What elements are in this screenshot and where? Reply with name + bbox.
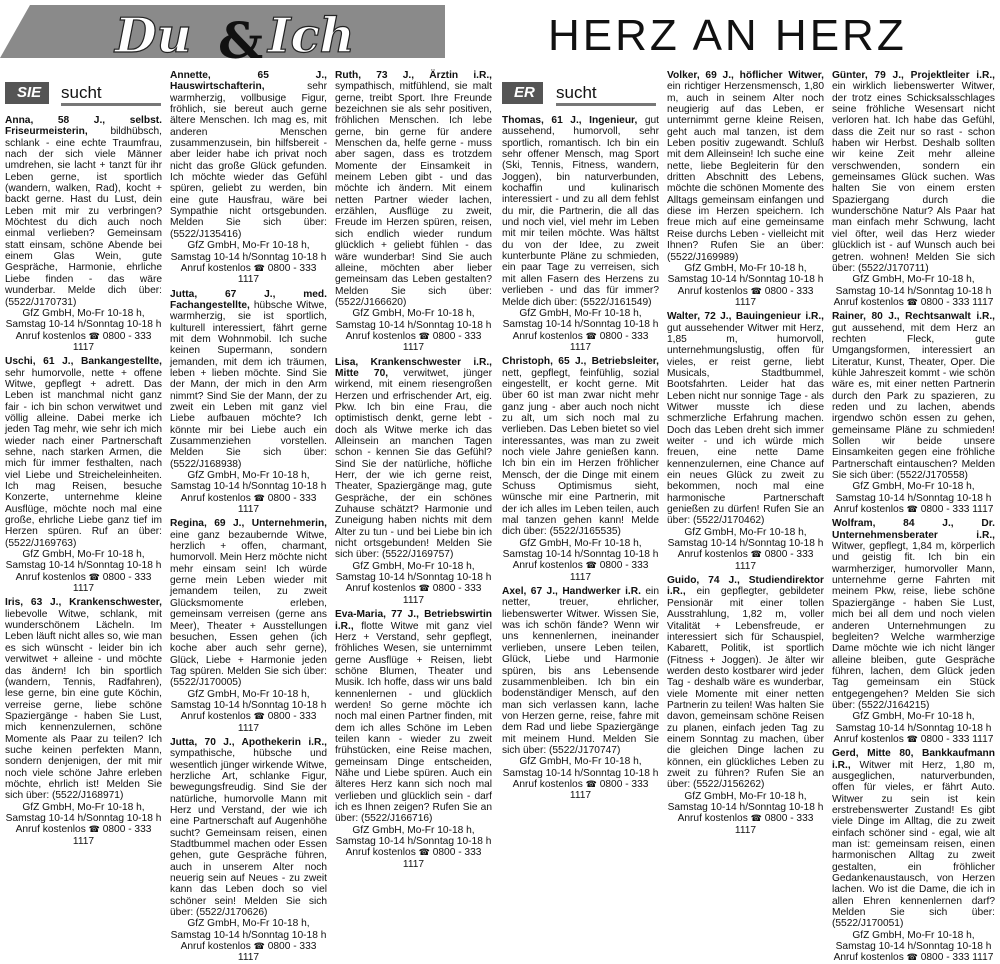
contact-hours: Samstag 10-14 h/Sonntag 10-18 h (170, 251, 327, 263)
contact-hours: Samstag 10-14 h/Sonntag 10-18 h (835, 941, 992, 953)
listing-text: bildhübsch, schlank - eine echte Traumfrau, nach der sich viele Männer umdrehen, sie lacht + tanzt für ihr Leben gerne, ist sportlich (wandern, walken, Rad), kocht + backt gerne. Hast du Lust, dein Leben mit mir zu verbringen? Möchtest du dich auch noch einmal verlieben? Gemeinsam statt einsam, schöne Abende bei einem Glas Wein, gute Gespräche, Harmonie, ehrliche Liebe finden - das wäre wunderbar. Melde dich über: (5522/J170731) (5, 126, 162, 308)
listing-contact (832, 481, 995, 515)
telephone-icon: ☎ (88, 330, 100, 341)
listing (170, 518, 327, 734)
contact-anruf: Anruf kostenlos (15, 571, 86, 583)
listing-contact (667, 527, 824, 572)
contact-company: GfZ GmbH, Mo-Fr 10-18 h, (852, 481, 975, 493)
telephone-icon: ☎ (906, 296, 918, 307)
listing-text: sehr humorvolle, nette + offene Witwe, gepflegt + adrett. Das Leben ist manchmal nicht ganz fair - ich bin schon verwitwet und völlig alleine. Dabei merke ich jeden Tag mehr, wie sehr ich mich wieder nach einer Partnerschaft sehne, nach starken Armen, die mich für immer festhalten, nach viel Liebe und Streicheleinheiten. Ich mag Reisen, besuche Konzerte, unternehme kleine Ausflüge, möchte noch mal eine große, ehrliche Liebe ganz tief im Herzen spüren. Ruf an über: (5522/J169763) (5, 367, 162, 549)
section-word-sie: sucht (61, 83, 102, 102)
section-header-er (502, 82, 662, 106)
contact-company: GfZ GmbH, Mo-Fr 10-18 h, (684, 790, 807, 802)
logo-ampersand: & (218, 11, 264, 70)
listing-headline: Axel, 67 J., Handwerker i.R. (502, 586, 641, 598)
contact-phone: 0800 - 333 1117 (920, 504, 994, 516)
listing-text: Witwer mit Herz, 1,80 m, ausgeglichen, naturverbunden, offen für vieles, er fährt Auto. Witwer zu sein ist kein erstrebenswerter Zustand! Es gibt viele Dinge im Alltag, die zu zweit einfach schöner sind - egal, wie alt man ist: gemeinsam reisen, einen harmonischen Alltag zu zweit gestalten, ein fröhlicher Gedankenaustausch, von Herzen lachen. Wo ist die Dame, die ich in allen Ehren kennenlernen darf? Melden Sie sich über: (5522/J170051) (832, 759, 995, 930)
contact-company: GfZ GmbH, Mo-Fr 10-18 h, (852, 274, 975, 286)
listing (170, 289, 327, 516)
listing-headline: Walter, 72 J., Bauingenieur i.R., (667, 311, 824, 323)
contact-phone: 0800 - 333 1117 (72, 571, 152, 595)
listing-contact (832, 711, 995, 745)
contact-anruf: Anruf kostenlos (512, 778, 583, 790)
listing-text: ein netter, treuer, ehrlicher, liebenswerter Witwer. Wissen Sie, was ich schön fände? Wenn wir uns kennenlernen, ineinander verlieben, unsere Leben teilen, Glück, Liebe und Harmonie spüren, bis ans Lebensende zusammenbleiben. Ich bin ein bodenständiger Mensch, auf den man sich verlassen kann, lache von Herzen gerne, reise, fahre mit dem Rad und liebe Spaziergänge mit meinem Hund. Melden Sie sich über: (5522/J170747) (502, 586, 659, 756)
contact-company: GfZ GmbH, Mo-Fr 10-18 h, (852, 929, 975, 941)
listing-text: flotte Witwe mit ganz viel Herz + Verstand, sehr gepflegt, fröhliches Wesen, sie unternimmt gerne Ausflüge + Reisen, liebt schöne Blumen, Theater und Musik. Ich hoffe, dass wir uns bald kennenlernen - und glücklich werden! So gerne möchte ich noch mal einen Partner finden, mit dem ich alles Schöne im Leben teilen kann - wieder zu zweit frühstücken, eine Reise machen, gemeinsam Dinge entscheiden, Nähe und Liebe spüren. Auch ein älteres Herz kann sich noch mal verlieben und glücklich sein - darf ich es Ihnen zeigen? Rufen Sie an über: (5522/J166716) (335, 620, 492, 825)
listing-headline: Annette, 65 J., Hauswirtschafterin, (170, 70, 327, 93)
listing-text: nett, gepflegt, feinfühlig, sozial eingestellt, er kocht gerne. Mit über 60 ist man zwar nicht mehr ganz jung - aber auch noch nicht zu alt, um sich noch mal zu verlieben. Das Leben bietet so viel interessantes, was man zu zweit noch viele Jahre genießen kann. Ich bin ein im Herzen fröhlicher Mensch, der die Dinge mit einem Schuss Optimismus sieht, wünsche mir eine Partnerin, mit der ich alles im Leben teilen, auch mal tanzen gehen kann! Melde dich über: (5522/J165535) (502, 367, 659, 538)
contact-hours: Samstag 10-14 h/Sonntag 10-18 h (170, 699, 327, 711)
listing (832, 70, 995, 308)
contact-anruf: Anruf kostenlos (180, 492, 251, 504)
contact-hours: Samstag 10-14 h/Sonntag 10-18 h (335, 319, 492, 331)
contact-hours: Samstag 10-14 h/Sonntag 10-18 h (502, 767, 659, 779)
contact-anruf: Anruf kostenlos (15, 330, 86, 342)
telephone-icon: ☎ (418, 847, 430, 858)
listing-headline: Gerd, Mitte 80, Bankkaufmann i.R., (832, 748, 995, 771)
listing-text: ein gepflegter, gebildeter Pensionär mit einer tollen Ausstrahlung, 1,82 m, voller Vitalität + Lebensfreude, er interessiert sich für Schauspiel, Kabarett, Politik, ist sportlich (Fitness + Joggen). Je älter wir werden desto kostbarer wird jeder Tag - deshalb wäre es wunderbar, viele Momente mit einer netten Partnerin zu teilen! Was halten Sie davon, gemeinsam schöne Reisen zu planen, einfach jeden Tag zu einem Sonntag zu machen, über die gleichen Dinge lachen zu können, ein glückliches Leben zu zweit zu führen? Rufen Sie an über: (5522/J156262) (667, 586, 824, 791)
contact-anruf: Anruf kostenlos (345, 583, 416, 595)
listing-contact (667, 263, 824, 308)
contact-phone: 0800 - 333 1117 (569, 778, 649, 802)
listing-headline: Regina, 69 J., Unternehmerin, (170, 518, 327, 530)
contact-anruf: Anruf kostenlos (833, 504, 904, 516)
contact-company: GfZ GmbH, Mo-Fr 10-18 h, (852, 711, 975, 723)
listing-headline: Anna, 58 J., selbst. Friseurmeisterin, (5, 115, 162, 138)
listing (667, 575, 824, 836)
telephone-icon: ☎ (418, 583, 430, 594)
listing-headline: Jutta, 70 J., Apothekerin i.R., (170, 736, 327, 748)
contact-phone: 0800 - 333 1117 (72, 824, 152, 847)
telephone-icon: ☎ (750, 549, 762, 560)
contact-hours: Samstag 10-14 h/Sonntag 10-18 h (502, 319, 659, 331)
listing-text: liebevolle Witwe, schlank, mit wunderschönem Lächeln. Im Leben läuft nicht alles so, wie man es sich wünscht - leider bin ich verwitwet + alleine - und möchte das ändern! Ich bin sportlich (wandern, Tennis, Radfahren), lese gerne, bin eine gute Köchin, verreise gerne, liebe schöne Spaziergänge - haben Sie Lust, mich kennenzulernen, schöne Momente als Paar zu teilen? Ich suche keinen perfekten Mann, sondern denjenigen, der mit mir noch viele schöne Jahre erleben möchte, ehrlich ist! Melden Sie sich über: (5522/J168971) (5, 608, 162, 802)
du-und-ich-logo (0, 0, 445, 72)
telephone-icon: ☎ (906, 504, 918, 515)
contact-phone: 0800 - 333 1117 (237, 492, 317, 516)
contact-company: GfZ GmbH, Mo-Fr 10-18 h, (187, 470, 310, 482)
telephone-icon: ☎ (585, 330, 597, 341)
logo-text-du: Du (115, 8, 192, 64)
listing-headline: Iris, 63 J., Krankenschwester, (5, 597, 162, 609)
contact-company: GfZ GmbH, Mo-Fr 10-18 h, (519, 537, 642, 549)
listing-text: eine ganz bezaubernde Witwe, herzlich + offen, charmant, humorvoll. Mein Herz möchte nicht mehr einsam sein! Ich würde gerne mein Leben wieder mit jemandem teilen, zu zweit Glücksmomente erleben, gemeinsam verreisen (gerne ans Meer), Theater + Ausstellungen besuchen, Essen gehen (ich koche aber auch sehr gerne), Glück, Liebe + Harmonie jeden Tag spüren. Melden Sie sich über: (5522/J170005) (170, 529, 327, 689)
contact-hours: Samstag 10-14 h/Sonntag 10-18 h (5, 319, 162, 331)
contact-anruf: Anruf kostenlos (180, 262, 251, 274)
listing-contact (335, 561, 492, 606)
contact-anruf: Anruf kostenlos (512, 560, 583, 572)
listing-contact (832, 930, 995, 964)
listing-text: sympathische, hübsche und wesentlich jünger wirkende Witwe, herzliche Art, schlanke Figur, bewegungsfreudig. Sind Sie der natürliche, humorvolle Mann mit Herz und Verstand, der wie ich eine Partnerschaft auf Augenhöhe sucht? Gemeinsam reisen, einen Stadtbummel machen oder Essen gehen, gute Gespräche führen, auch in unserem Alter noch neuerig sein auf Neues - zu zweit kann das Leben doch so viel schöner sein! Melden Sie sich über: (5522/J170626) (170, 748, 327, 919)
contact-anruf: Anruf kostenlos (677, 549, 748, 561)
listing-headline: Christoph, 65 J., Betriebsleiter, (502, 356, 659, 368)
telephone-icon: ☎ (253, 262, 265, 273)
contact-phone: 0800 - 333 1117 (237, 711, 317, 734)
listing (335, 70, 492, 354)
listing-text: hübsche Witwe, warmherzig, sie ist sportlich, kulturell interessiert, fährt gerne mit dem Wohnmobil. Ich suche keinen Supermann, sondern jemanden, mit dem ich träumen, leben + lieben möchte. Sind Sie der Mann, der mich in den Arm nimmt? Sind Sie der Mann, der zu zweit ein Leben mit ganz viel Liebe aufbauen möchte? Ich könnte mir bei Liebe auch ein Zusammenziehen vorstellen. Melden Sie sich über: (5522/J168938) (170, 299, 327, 470)
contact-hours: Samstag 10-14 h/Sonntag 10-18 h (502, 549, 659, 561)
listing-contact (170, 240, 327, 285)
contact-phone: 0800 - 333 1117 (920, 733, 994, 745)
listing-headline: Wolfram, 84 J., Dr. Unternehmensberater i.R., (832, 518, 995, 541)
listing-contact (335, 825, 492, 870)
telephone-icon: ☎ (906, 733, 918, 744)
contact-anruf: Anruf kostenlos (180, 941, 251, 953)
listing-contact (5, 802, 162, 847)
contact-phone: 0800 - 333 1117 (920, 296, 994, 308)
contact-company: GfZ GmbH, Mo-Fr 10-18 h, (352, 824, 475, 836)
contact-company: GfZ GmbH, Mo-Fr 10-18 h, (187, 240, 310, 252)
listing-contact (502, 538, 659, 583)
contact-anruf: Anruf kostenlos (677, 813, 748, 825)
contact-anruf: Anruf kostenlos (345, 847, 416, 859)
column-1 (5, 115, 162, 847)
contact-hours: Samstag 10-14 h/Sonntag 10-18 h (170, 929, 327, 941)
contact-phone: 0800 - 333 1117 (734, 813, 814, 836)
listing-contact (170, 470, 327, 515)
listing (832, 311, 995, 515)
contact-company: GfZ GmbH, Mo-Fr 10-18 h, (519, 756, 642, 768)
contact-anruf: Anruf kostenlos (180, 711, 251, 723)
section-word-er: sucht (556, 83, 597, 102)
listing (170, 737, 327, 964)
listing (5, 597, 162, 847)
listing-text: Witwer, gepflegt, 1,84 m, körperlich und geistig fit. Ich bin ein warmherziger, humorvoller Mann, unternehme gerne Fahrten mit meinem Pkw, reise, liebe schöne Spaziergänge - haben Sie Lust, mich bei all dem und noch vielen anderen Unternehmungen zu begleiten? Welche warmherzige Dame möchte wie ich nicht länger alleine bleiben, gute Gespräche führen, lachen, dem Glück jeden Tag gemeinsam ein Stück entgegengehen? Melden Sie sich über: (5522/J164215) (832, 541, 995, 711)
listing-headline: Lisa, Krankenschwester i.R., Mitte 70, (335, 356, 492, 379)
column-2 (170, 70, 327, 964)
listing-text: sehr warmherzig, vollbusige Figur, fröhlich, sie bereut auch gerne ältere Menschen. Ich mag es, mit anderen Menschen zusammenzusein, bin hilfsbereit - aber leider habe ich privat noch nicht das große Glück gefunden. Ich möchte wieder das Gefühl spüren, geliebt zu werden, bin eine gute Hausfrau, wäre bei Sympathie nicht ortsgebunden. Melden Sie sich über: (5522/J135416) (170, 81, 327, 240)
listing-text: verwitwet, jünger wirkend, mit einem riesengroßen Herzen und erfrischender Art, eig. Pkw. Ich bin eine Frau, die optimistisch denkt, gerne lebt - doch als Witwe merke ich das Alleinsein an manchen Tagen schon - kennen Sie das Gefühl? Sind Sie der natürliche, höfliche Herr, der wie ich gerne reist, Theater, Spaziergänge mag, gute Gespräche, der ein schönes Zuhause schätzt? Harmonie und Zuneigung haben nichts mit dem Alter zu tun - und bei Liebe bin ich nicht ortsgebunden! Melden Sie sich über: (5522/J169757) (335, 367, 492, 561)
listing (502, 586, 659, 802)
listing-headline: Guido, 74 J., Studiendirektor i.R., (667, 575, 824, 598)
contact-company: GfZ GmbH, Mo-Fr 10-18 h, (352, 308, 475, 320)
listing (335, 609, 492, 870)
listing-contact (5, 549, 162, 594)
contact-phone: 0800 - 333 1117 (734, 285, 814, 308)
listing-contact (502, 756, 659, 801)
contact-hours: Samstag 10-14 h/Sonntag 10-18 h (835, 722, 992, 734)
listing-headline: Thomas, 61 J., Ingenieur, (502, 115, 638, 126)
listing-headline: Jutta, 67 J., med. Fachangestellte, (170, 288, 327, 311)
contact-company: GfZ GmbH, Mo-Fr 10-18 h, (187, 688, 310, 700)
telephone-icon: ☎ (906, 952, 918, 963)
contact-phone: 0800 - 333 1117 (734, 549, 814, 572)
listing-headline: Rainer, 80 J., Rechtsanwalt i.R., (832, 311, 995, 323)
column-5 (667, 70, 824, 836)
contact-company: GfZ GmbH, Mo-Fr 10-18 h, (352, 560, 475, 572)
telephone-icon: ☎ (253, 941, 265, 952)
contact-company: GfZ GmbH, Mo-Fr 10-18 h, (519, 307, 642, 319)
contact-phone: 0800 - 333 1117 (237, 262, 317, 286)
contact-anruf: Anruf kostenlos (833, 952, 904, 964)
contact-hours: Samstag 10-14 h/Sonntag 10-18 h (667, 274, 824, 286)
section-rule (556, 103, 656, 106)
column-3 (335, 70, 492, 870)
section-rule (61, 103, 161, 106)
contact-phone: 0800 - 333 1117 (402, 847, 482, 870)
listing (5, 356, 162, 594)
telephone-icon: ☎ (253, 711, 265, 722)
contact-phone: 0800 - 333 1117 (402, 330, 482, 354)
listing (5, 115, 162, 353)
listing-text: sympathisch, mitfühlend, sie malt gerne, treibt Sport. Ihre Freunde bezeichnen sie als sehr positiven, fröhlichen Menschen. Ich lebe gerne, bin gerne für andere Menschen da, helfe gerne - muss aber sagen, dass es trotzdem Momente der Einsamkeit in meinem Leben gibt - und das möchte ich ändern. Mit einem netten Partner wieder lachen, erzählen, Ausflüge zu zweit, Freude im Herzen spüren, reisen, sich endlich wieder rundum glücklich + geliebt fühlen - das wäre wunderbar! Sind Sie auch alleine, möchten aber lieber gemeinsam das Leben gestalten? Melden Sie sich über: (5522/J166620) (335, 81, 492, 308)
listing-contact (667, 791, 824, 836)
listing (667, 70, 824, 308)
contact-anruf: Anruf kostenlos (677, 285, 748, 297)
contact-phone: 0800 - 333 1117 (569, 330, 649, 353)
contact-hours: Samstag 10-14 h/Sonntag 10-18 h (667, 802, 824, 813)
telephone-icon: ☎ (585, 560, 597, 571)
contact-anruf: Anruf kostenlos (833, 733, 904, 745)
telephone-icon: ☎ (88, 571, 100, 582)
listing-text: gut aussehend, humorvoll, sehr sportlich, romantisch. Ich bin ein sehr offener Mensch, mag Sport (Ski, Tennis, Fitness, wandern, Joggen), bin naturverbunden, kochaffin und kulinarisch interessiert - und zu all dem fehlst du mir, die Partnerin, die all das und noch viel, viel mehr im Leben mit mir teilen möchte. Was hältst du von der Idee, zu zweit kunterbunte Pläne zu schmieden, ein paar Tage zu verreisen, sich mit allen Fasern des Herzens zu verlieben - und das für immer? Melde dich über: (5522/J161549) (502, 115, 659, 308)
telephone-icon: ☎ (88, 824, 100, 835)
telephone-icon: ☎ (253, 492, 265, 503)
contact-company: GfZ GmbH, Mo-Fr 10-18 h, (22, 549, 145, 561)
contact-hours: Samstag 10-14 h/Sonntag 10-18 h (5, 812, 162, 824)
contact-phone: 0800 - 333 1117 (72, 330, 152, 353)
listing-contact (502, 308, 659, 353)
contact-hours: Samstag 10-14 h/Sonntag 10-18 h (170, 481, 327, 493)
contact-company: GfZ GmbH, Mo-Fr 10-18 h, (187, 918, 310, 930)
listing-headline: Eva-Maria, 77 J., Betriebswirtin i.R., (335, 609, 492, 632)
telephone-icon: ☎ (585, 778, 597, 789)
contact-phone: 0800 - 333 1117 (402, 583, 482, 606)
logo-text-ich: Ich (268, 8, 355, 64)
section-tag-sie: SIE (5, 82, 49, 104)
listing-text: ein richtiger Herzensmensch, 1,80 m, auch in seinem Alter noch neugierig auf das Leben, er unternimmt gerne kleine Reisen, geht auch mal tanzen, ist dem Leben positiv zugewandt. Schluß mit dem Alleinsein! Ich suche eine nette, liebe Begleiterin für den dritten Abschnitt des Lebens, möchte die schönen Momente des Alltags gemeinsam einfangen und diese im Herzen speichern. Ich freue mich auf eine gemeinsame Reise durchs Leben - vielleicht mit Ihnen? Rufen Sie an über: (5522/J169989) (667, 81, 824, 263)
listing (502, 115, 659, 353)
listing-headline: Volker, 69 J., höflicher Witwer, (667, 70, 824, 81)
contact-anruf: Anruf kostenlos (833, 296, 904, 308)
listing (832, 748, 995, 964)
contact-hours: Samstag 10-14 h/Sonntag 10-18 h (835, 285, 992, 297)
listing-text: gut aussehend, mit dem Herz an rechten Fleck, gute Umgangsformen, interessiert an Literatur, Kunst, Theater, Oper. Die kühle Jahreszeit kommt - wie schön wäre es, mit einer netten Partnerin durch den Park zu spazieren, zu reden und zu lachen, abends irgendwo schön essen zu gehen, gemeinsame Pläne zu schmieden! Sollen wir beide unsere Einsamkeiten gegen eine fröhliche Partnerschaft eintauschen? Melden Sie sich über: (5522/J170558) (832, 322, 995, 482)
contact-hours: Samstag 10-14 h/Sonntag 10-18 h (335, 836, 492, 848)
contact-hours: Samstag 10-14 h/Sonntag 10-18 h (335, 572, 492, 584)
contact-hours: Samstag 10-14 h/Sonntag 10-18 h (667, 538, 824, 550)
listing-headline: Uschi, 61 J., Bankangestellte, (5, 356, 162, 368)
listing-text: ein wirklich liebenswerter Witwer, der trotz eines Schicksalsschlages seine fröhliche Wesensart nicht verloren hat. Ich habe das Gefühl, dass die Zeit nur so rast - schon haben wir Herbst. Deshalb sollten wir keine Zeit mehr alleine verschwenden, sondern ein gemeinsames Glück suchen. Was halten Sie von einem ersten Spaziergang durch die wunderschöne Natur? Als Paar hat man einfach mehr Schwung, lacht viel öfter, weil das Herz wieder glücklich ist - auf Wunsch auch bei getren. wohnen! Melden Sie sich über: (5522/J170711) (832, 81, 995, 274)
listing-headline: Ruth, 73 J., Ärztin i.R., (335, 70, 492, 81)
contact-anruf: Anruf kostenlos (512, 330, 583, 342)
telephone-icon: ☎ (418, 330, 430, 341)
contact-phone: 0800 - 333 1117 (237, 941, 317, 964)
contact-company: GfZ GmbH, Mo-Fr 10-18 h, (22, 801, 145, 813)
contact-company: GfZ GmbH, Mo-Fr 10-18 h, (684, 262, 807, 274)
contact-company: GfZ GmbH, Mo-Fr 10-18 h, (22, 307, 145, 319)
listing-headline: Günter, 79 J., Projektleiter i.R., (832, 70, 995, 81)
listing-contact (832, 274, 995, 308)
contact-company: GfZ GmbH, Mo-Fr 10-18 h, (684, 526, 807, 538)
page-title: HERZ AN HERZ (548, 11, 907, 60)
contact-phone: 0800 - 333 1117 (569, 560, 649, 583)
listing (502, 356, 659, 583)
column-6 (832, 70, 995, 964)
listing (170, 70, 327, 286)
listing (832, 518, 995, 745)
telephone-icon: ☎ (750, 285, 762, 296)
telephone-icon: ☎ (750, 813, 762, 824)
listing-contact (170, 689, 327, 734)
contact-hours: Samstag 10-14 h/Sonntag 10-18 h (835, 492, 992, 504)
contact-anruf: Anruf kostenlos (15, 824, 86, 836)
listing-contact (5, 308, 162, 353)
section-tag-er: ER (502, 82, 543, 104)
contact-anruf: Anruf kostenlos (345, 330, 416, 342)
listing-contact (170, 918, 327, 963)
listing-text: gut aussehender Witwer mit Herz, 1,85 m, humorvoll, unternehmungslustig, offen für vieles, er reist gerne, liebt Musicals, Stadtbummel, Bootsfahrten. Leider hat das Leben nicht nur sonnige Tage - als Witwer musste ich diese schmerzliche Erfahrung machen. Doch das Leben dreht sich immer weiter - und ich würde mich freuen, eine nette Dame kennenzulernen, eine Chance auf ein neues Glück zu zweit zu bekommen, noch mal eine harmonische Partnerschaft genießen zu dürfen! Rufen Sie an über: (5522/J170462) (667, 322, 824, 527)
contact-phone: 0800 - 333 1117 (920, 952, 994, 964)
column-4 (502, 115, 659, 802)
listing (667, 311, 824, 572)
listing-contact (335, 308, 492, 353)
contact-hours: Samstag 10-14 h/Sonntag 10-18 h (5, 560, 162, 572)
listing (335, 357, 492, 607)
section-header-sie (5, 82, 163, 106)
